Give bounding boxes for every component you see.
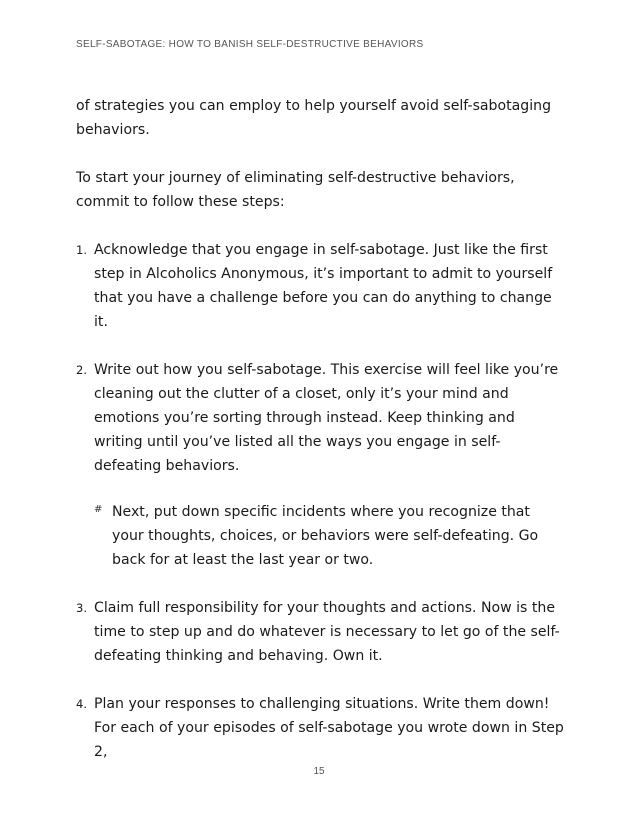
list-number: 2. [76,363,87,377]
page-body [76,94,566,788]
hash-bullet-icon: # [94,504,103,515]
list-item-text: Plan your responses to challenging situations. Write them down! For each of your episodes of self-sabotage you wrote down in Step 2, [94,696,564,760]
list-item-text: Write out how you self-sabotage. This exercise will feel like you’re cleaning out the clutter of a closet, only it’s your mind and emotions you’re sorting through instead. Keep thinking and writing until you’ve listed all the ways you engage in self-defeating behaviors. [94,362,559,474]
list-number: 1. [76,243,87,257]
list-item [76,238,566,334]
sub-list-item [94,500,566,572]
paragraph-intro: To start your journey of eliminating self-destructive behaviors, commit to follow these steps: [76,170,515,210]
running-header: SELF-SABOTAGE: HOW TO BANISH SELF-DESTRUCTIVE BEHAVIORS [76,39,424,50]
paragraph-continuation: of strategies you can employ to help yourself avoid self-sabotaging behaviors. [76,98,552,138]
list-item [76,596,566,668]
list-item [76,692,566,764]
list-number: 3. [76,601,87,615]
steps-list [76,238,566,764]
list-item-text: Claim full responsibility for your thoughts and actions. Now is the time to step up and do whatever is necessary to let go of the self-defeating thinking and behaving. Own it. [94,600,560,664]
sub-list-item-text: Next, put down specific incidents where you recognize that your thoughts, choices, or behaviors were self-defeating. Go back for at least the last year or two. [112,504,539,568]
list-item-text: Acknowledge that you engage in self-sabotage. Just like the first step in Alcoholics Anonymous, it’s important to admit to yourself that you have a challenge before you can do anything to change it. [94,242,553,330]
list-item [76,358,566,572]
page-number: 15 [313,766,325,777]
list-number: 4. [76,697,87,711]
